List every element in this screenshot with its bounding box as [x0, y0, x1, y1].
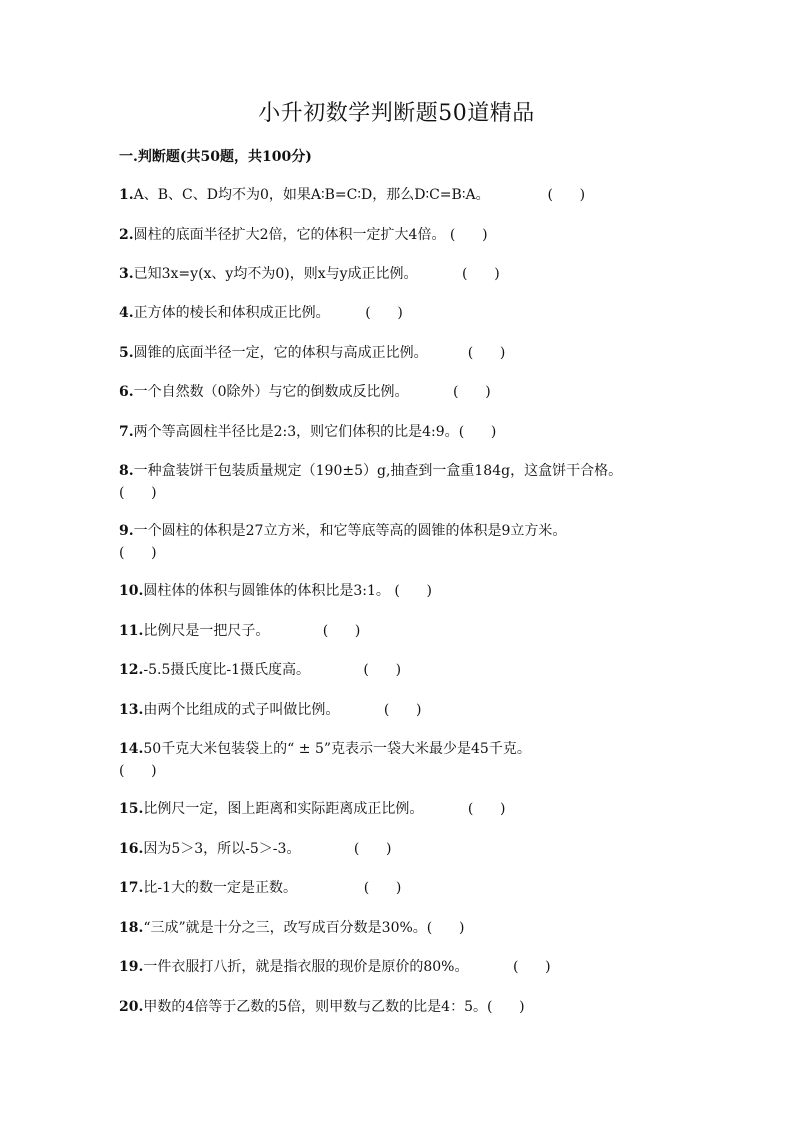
question-text: 比例尺是一把尺子。	[143, 623, 270, 639]
answer-blank: ( )	[119, 485, 157, 501]
question-text: 圆锥的底面半径一定，它的体积与高成正比例。	[133, 345, 428, 361]
question-text: 比-1大的数一定是正数。	[143, 880, 297, 896]
question-number: 12.	[119, 662, 144, 678]
answer-blank: ( )	[449, 227, 488, 243]
question-text: -5.5摄氏度比-1摄氏度高。	[143, 662, 310, 678]
question-number: 8.	[119, 463, 134, 479]
question-item	[119, 580, 699, 602]
question-number: 10.	[119, 583, 144, 599]
question-number: 18.	[119, 920, 144, 936]
question-number: 7.	[119, 424, 134, 440]
question-number: 19.	[119, 959, 144, 975]
question-text: 两个等高圆柱半径比是2:3，则它们体积的比是4:9。	[133, 424, 459, 440]
question-text: 50千克大米包装袋上的“ ± 5”克表示一袋大米最少是45千克。	[143, 741, 531, 757]
question-item	[119, 956, 699, 978]
question-text: 一个圆柱的体积是27立方米，和它等底等高的圆锥的体积是9立方米。	[133, 523, 567, 539]
question-text: 由两个比组成的式子叫做比例。	[143, 702, 340, 718]
question-item	[119, 263, 699, 285]
question-item	[119, 699, 699, 721]
answer-blank: ( )	[353, 841, 392, 857]
question-number: 2.	[119, 227, 134, 243]
answer-blank: ( )	[363, 662, 402, 678]
question-text: 已知3x=y(x、y均不为0)，则x与y成正比例。	[133, 266, 418, 282]
question-item	[119, 421, 699, 443]
question-item	[119, 917, 699, 939]
answer-blank: ( )	[322, 623, 361, 639]
question-text: 一件衣服打八折，就是指衣服的现价是原价的80%。	[143, 959, 469, 975]
answer-blank: ( )	[363, 880, 402, 896]
answer-blank: ( )	[426, 920, 465, 936]
question-number: 13.	[119, 702, 144, 718]
question-item	[119, 381, 699, 403]
answer-blank: ( )	[462, 266, 500, 282]
question-text: 甲数的4倍等于乙数的5倍，则甲数与乙数的比是4：5。	[143, 999, 487, 1015]
question-number: 16.	[119, 841, 144, 857]
question-item	[119, 460, 699, 504]
answer-blank: ( )	[365, 305, 403, 321]
question-item	[119, 520, 699, 564]
question-item	[119, 620, 699, 642]
answer-blank: ( )	[394, 583, 432, 599]
answer-blank: ( )	[547, 187, 586, 203]
question-item	[119, 798, 699, 820]
answer-blank: ( )	[467, 345, 506, 361]
question-number: 11.	[119, 623, 144, 639]
question-item	[119, 838, 699, 860]
question-number: 20.	[119, 999, 144, 1015]
question-text: 因为5＞3，所以-5＞-3。	[143, 841, 301, 857]
question-item	[119, 184, 699, 206]
question-text: 正方体的棱长和体积成正比例。	[133, 305, 330, 321]
question-item	[119, 996, 699, 1018]
question-text: 圆柱体的体积与圆锥体的体积比是3:1。	[143, 583, 390, 599]
question-text: 圆柱的底面半径扩大2倍，它的体积一定扩大4倍。	[133, 227, 446, 243]
question-number: 15.	[119, 801, 144, 817]
question-item	[119, 738, 599, 782]
answer-blank: ( )	[513, 959, 551, 975]
question-item	[119, 342, 699, 364]
answer-blank: ( )	[383, 702, 422, 718]
question-item	[119, 224, 699, 246]
answer-blank: ( )	[487, 999, 525, 1015]
question-item	[119, 659, 699, 681]
question-number: 1.	[119, 187, 134, 203]
question-number: 5.	[119, 345, 134, 361]
question-number: 14.	[119, 741, 144, 757]
question-number: 4.	[119, 305, 134, 321]
answer-blank: ( )	[467, 801, 506, 817]
question-number: 17.	[119, 880, 144, 896]
section-heading: 一.判断题(共50题，共100分)	[119, 149, 312, 165]
question-text: 比例尺一定，图上距离和实际距离成正比例。	[143, 801, 424, 817]
question-text: 一个自然数（0除外）与它的倒数成反比例。	[133, 384, 409, 400]
question-item	[119, 302, 699, 324]
answer-blank: ( )	[453, 384, 491, 400]
question-text: A、B、C、D均不为0，如果A∶B=C∶D，那么D∶C=B∶A。	[133, 187, 490, 203]
question-item	[119, 877, 699, 899]
page-title: 小升初数学判断题50道精品	[258, 101, 535, 126]
answer-blank: ( )	[119, 545, 157, 561]
question-number: 3.	[119, 266, 134, 282]
question-number: 9.	[119, 523, 134, 539]
question-text: 一种盒装饼干包装质量规定（190±5）g,抽查到一盒重184g，这盒饼干合格。	[133, 463, 623, 479]
question-text: “三成”就是十分之三，改写成百分数是30%。	[143, 920, 427, 936]
question-number: 6.	[119, 384, 134, 400]
answer-blank: ( )	[119, 763, 157, 779]
answer-blank: ( )	[458, 424, 497, 440]
